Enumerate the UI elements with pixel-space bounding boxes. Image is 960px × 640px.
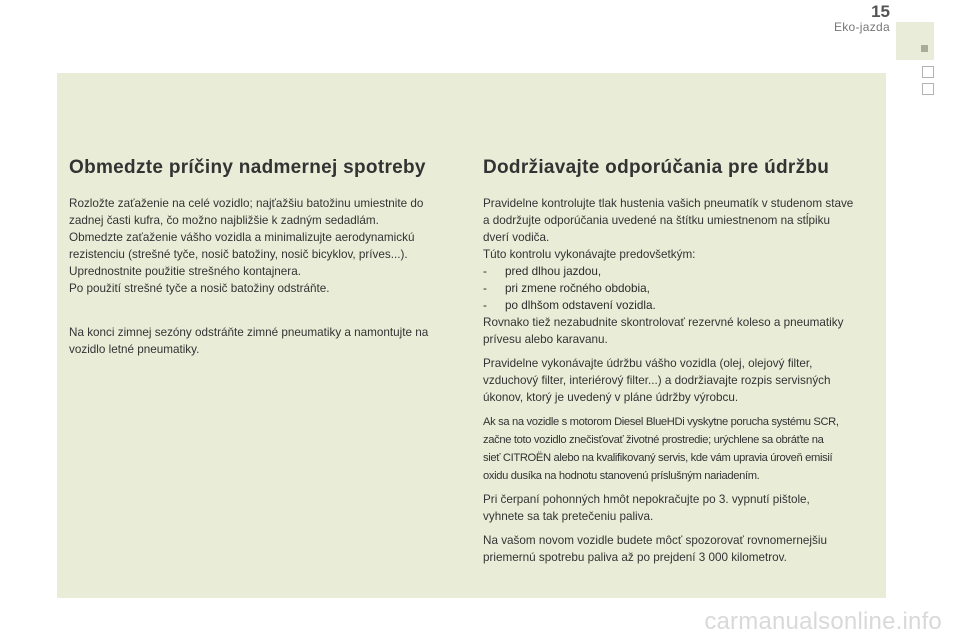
watermark: carmanualsonline.info (704, 608, 942, 635)
text-line: Rozložte zaťaženie na celé vozidlo; najťažšiu batožinu umiestnite do (69, 197, 424, 210)
left-heading: Obmedzte príčiny nadmernej spotreby (69, 157, 426, 178)
text-line: prívesu alebo karavanu. (483, 333, 608, 346)
spare-wheel-text (483, 314, 879, 348)
text-line: oxidu dusíka na hodnotu stanovenú príslušným nariadením. (483, 470, 760, 482)
text-line: vozidlo letné pneumatiky. (69, 343, 200, 356)
text-line: sieť CITROËN alebo na kvalifikovaný servis, kde vám upravia úroveň emisií (483, 452, 833, 464)
text-line: Po použití strešné tyče a nosič batožiny odstráňte. (69, 282, 330, 295)
diesel-scr-paragraph (483, 413, 879, 485)
list-item (483, 263, 879, 280)
content-panel (57, 73, 886, 598)
text-line: vzduchový filter, interiérový filter...) a dodržiavajte rozpis servisných (483, 374, 831, 387)
text-line: Uprednostnite použitie strešného kontajnera. (69, 265, 301, 278)
text-line: Pri čerpaní pohonných hmôt nepokračujte po 3. vypnutí pištole, (483, 493, 810, 506)
text-line: Obmedzte zaťaženie vášho vozidla a minimalizujte aerodynamickú (69, 231, 415, 244)
tyres-paragraph (69, 324, 449, 358)
text-line: Ak sa na vozidle s motorom Diesel BlueHDi vyskytne porucha systému SCR, (483, 416, 839, 428)
fuel-paragraph (483, 491, 879, 525)
text-line: Rovnako tiež nezabudnite skontrolovať rezervné koleso a pneumatiky (483, 316, 844, 329)
list-item-text: pred dlhou jazdou, (505, 265, 602, 278)
text-line: rezistenciu (strešné tyče, nosič batožiny, nosič bicyklov, príves...). (69, 248, 408, 261)
list-dash: - (483, 282, 487, 295)
text-line: zadnej časti kufra, čo možno najbližšie k zadným sedadlám. (69, 214, 379, 227)
text-line: a dodržujte odporúčania uvedené na štítku umiestnenom na stĺpiku (483, 214, 830, 227)
section-label: Eko-jazda (833, 20, 890, 34)
list-item (483, 297, 879, 314)
pressure-intro (483, 195, 879, 263)
list-item-text: po dlhšom odstavení vozidla. (505, 299, 656, 312)
text-line: Pravidelne vykonávajte údržbu vášho vozidla (olej, olejový filter, (483, 357, 813, 370)
right-column (483, 157, 879, 566)
list-dash: - (483, 299, 487, 312)
list-dash: - (483, 265, 487, 278)
left-column (69, 157, 449, 358)
text-line: Na konci zimnej sezóny odstráňte zimné pneumatiky a namontujte na (69, 326, 429, 339)
text-line: Na vašom novom vozidle budete môcť spozorovať rovnomernejšiu (483, 534, 827, 547)
active-tab-bullet (921, 45, 928, 52)
list-item (483, 280, 879, 297)
page-number: 15 (871, 2, 890, 21)
text-line: dverí vodiča. (483, 231, 550, 244)
check-list (483, 263, 879, 314)
text-line: Pravidelne kontrolujte tlak hustenia vašich pneumatík v studenom stave (483, 197, 854, 210)
right-heading: Dodržiavajte odporúčania pre údržbu (483, 157, 830, 178)
load-paragraph (69, 195, 449, 297)
text-line: vyhnete sa tak pretečeniu paliva. (483, 510, 654, 523)
text-line: priemernú spotrebu paliva až po prejdení 3 000 kilometrov. (483, 551, 787, 564)
sidebar-tab-2[interactable] (922, 66, 934, 78)
list-item-text: pri zmene ročného obdobia, (505, 282, 650, 295)
text-line: Túto kontrolu vykonávajte predovšetkým: (483, 248, 696, 261)
text-line: začne toto vozidlo znečisťovať životné prostredie; urýchlene sa obráťte na (483, 434, 824, 446)
text-line: úkonov, ktorý je uvedený v pláne údržby výrobcu. (483, 391, 739, 404)
new-vehicle-paragraph (483, 532, 879, 566)
sidebar-tab-active[interactable] (896, 22, 934, 60)
sidebar-tab-3[interactable] (922, 83, 934, 95)
maintenance-paragraph (483, 355, 879, 406)
